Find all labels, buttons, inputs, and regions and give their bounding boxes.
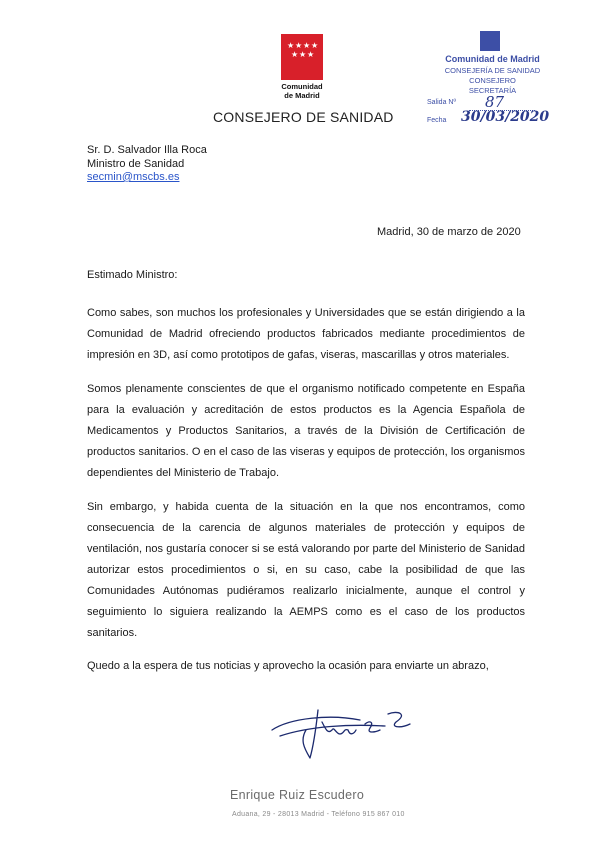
logo-wordmark: Comunidad de Madrid <box>281 82 323 100</box>
star-icon: ★ <box>307 50 315 59</box>
stamp-salida-label: Salida Nº <box>427 99 457 106</box>
stamp-line: CONSEJERÍA DE SANIDAD <box>444 66 541 75</box>
recipient-block <box>87 144 207 185</box>
star-icon: ★ <box>287 41 295 50</box>
closing: Quedo a la espera de tus noticias y aprovecho la ocasión para enviarte un abrazo, <box>87 660 489 672</box>
star-icon: ★ <box>291 50 299 59</box>
recipient-name: Sr. D. Salvador Illa Roca <box>87 144 207 156</box>
org-title: CONSEJERO DE SANIDAD <box>213 109 394 125</box>
stamp-salida-value: 87 <box>485 93 505 111</box>
registry-stamp <box>425 31 560 131</box>
paragraph-3: Sin embargo, y habida cuenta de la situación en la que nos encontramos, como consecuencia de la carencia de algunos materiales de protección y equipos de ventilación, nos gustaría conocer si se está valorando por parte del Ministerio de Sanidad autorizar estos procedimientos o si, en su caso, cabe la posibilidad de que las Comunidades Autónomas pudiéramos realizarlo inicialmente, aunque el control y seguimiento lo siguiera realizando la AEMPS como es el caso de los productos sanitarios. <box>87 501 525 639</box>
stamp-line: CONSEJERO <box>469 76 516 85</box>
stamp-fecha-label: Fecha <box>427 117 447 124</box>
star-icon: ★ <box>295 41 303 50</box>
footer-address: Aduana, 29 - 28013 Madrid - Teléfono 915 867 010 <box>232 811 405 818</box>
handwritten-signature <box>270 700 415 762</box>
stamp-fecha-value: 30/03/2020 <box>461 109 550 125</box>
comunidad-madrid-logo <box>281 34 323 80</box>
stamp-logo-icon <box>480 31 500 51</box>
stamp-line: Comunidad de Madrid <box>445 54 540 64</box>
paragraph-1: Como sabes, son muchos los profesionales y Universidades que se están dirigiendo a la Comunidad de Madrid ofreciendo productos fabricados mediante procedimientos de impresión en 3D, así como prototipos de gafas, viseras, mascarillas y otros materiales. <box>87 307 525 361</box>
stamp-line: SECRETARÍA <box>468 86 517 95</box>
greeting: Estimado Ministro: <box>87 269 178 281</box>
star-icon: ★ <box>299 50 307 59</box>
star-icon: ★ <box>311 41 319 50</box>
signer-name: Enrique Ruiz Escudero <box>230 788 365 802</box>
star-icon: ★ <box>303 41 311 50</box>
recipient-email-link[interactable]: secmin@mscbs.es <box>87 171 180 183</box>
recipient-title: Ministro de Sanidad <box>87 157 185 170</box>
letter-date: Madrid, 30 de marzo de 2020 <box>377 226 521 238</box>
paragraph-2: Somos plenamente conscientes de que el organismo notificado competente en España para la evaluación y acreditación de estos productos es la Agencia Española de Medicamentos y Productos Sanitarios, a través de la División de Certificación de productos sanitarios. O en el caso de las viseras y equipos de protección, los organismos dependientes del Ministerio de Trabajo. <box>87 383 525 479</box>
